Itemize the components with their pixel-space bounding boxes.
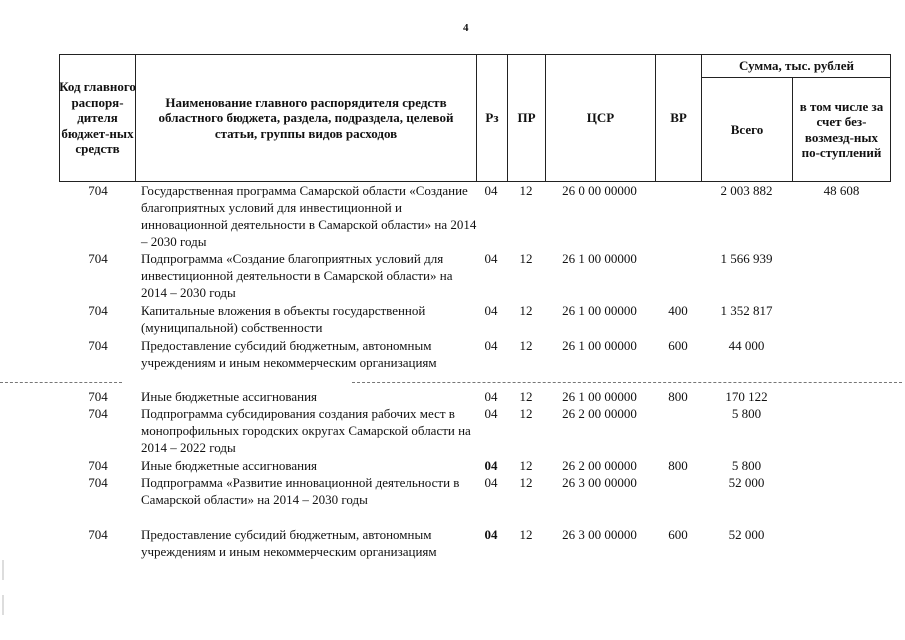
row-name: Подпрограмма «Развитие инновационной деятельности в Самарской области» на 2014 – 2030 годы <box>141 475 460 507</box>
row-total: 5 800 <box>731 458 762 473</box>
row-code: 704 <box>88 406 108 421</box>
header-vr: ВР <box>670 110 687 126</box>
row-free: 48 608 <box>823 183 860 198</box>
row-name: Подпрограмма субсидирования создания рабочих мест в монопрофильных городских округах Самарской области на 2014 – 2022 годы <box>141 406 471 455</box>
header-sum: Сумма, тыс. рублей <box>739 58 854 74</box>
row-vr: 800 <box>668 389 688 404</box>
row-rz: 04 <box>484 338 498 353</box>
row-rz: 04 <box>484 527 498 542</box>
row-code: 704 <box>88 458 108 473</box>
row-csr: 26 1 00 00000 <box>562 338 637 353</box>
row-pr: 12 <box>519 475 533 490</box>
row-code: 704 <box>88 389 108 404</box>
row-total: 52 000 <box>728 475 765 490</box>
header-rz: Рз <box>485 110 499 126</box>
row-csr: 26 2 00 00000 <box>562 406 637 421</box>
row-code: 704 <box>88 183 108 198</box>
row-total: 52 000 <box>728 527 765 542</box>
row-csr: 26 2 00 00000 <box>562 458 637 473</box>
row-name: Подпрограмма «Создание благоприятных условий для инвестиционной деятельности в Самарской области» на 2014 – 2030 годы <box>141 251 453 300</box>
row-rz: 04 <box>484 183 498 198</box>
row-pr: 12 <box>519 338 533 353</box>
row-csr: 26 3 00 00000 <box>562 475 637 490</box>
row-name: Иные бюджетные ассигнования <box>141 458 318 473</box>
row-total: 5 800 <box>731 406 762 421</box>
row-name: Государственная программа Самарской области «Создание благоприятных условий для инвестиционной и инновационной деятельности в Самарской области» на 2014 – 2030 годы <box>141 183 477 249</box>
header-name: Наименование главного распорядителя средств областного бюджета, раздела, подраздела, целевой статьи, группы видов расходов <box>158 94 454 141</box>
scan-edge-mark <box>2 595 4 615</box>
header-csr: ЦСР <box>586 110 615 126</box>
row-pr: 12 <box>519 458 533 473</box>
header-total: Всего <box>730 121 764 137</box>
row-pr: 12 <box>519 527 533 542</box>
row-code: 704 <box>88 338 108 353</box>
row-vr: 400 <box>668 303 688 318</box>
header-code: Код главного распоря-дителя бюджет-ных средств <box>59 79 136 157</box>
row-vr: 600 <box>668 527 688 542</box>
row-pr: 12 <box>519 406 533 421</box>
scan-artifact-line <box>0 382 122 383</box>
row-pr: 12 <box>519 389 533 404</box>
row-total: 170 122 <box>725 389 768 404</box>
row-name: Капитальные вложения в объекты государственной (муниципальной) собственности <box>141 303 426 335</box>
row-code: 704 <box>88 251 108 266</box>
row-vr: 600 <box>668 338 688 353</box>
row-vr: 800 <box>668 458 688 473</box>
row-pr: 12 <box>519 183 533 198</box>
header-free: в том числе за счет без-возмезд-ных по-ступлений <box>799 98 884 160</box>
header-pr: ПР <box>517 110 536 126</box>
row-rz: 04 <box>484 475 498 490</box>
row-name: Иные бюджетные ассигнования <box>141 389 318 404</box>
row-total: 1 566 939 <box>720 251 773 266</box>
row-csr: 26 0 00 00000 <box>562 183 637 198</box>
row-code: 704 <box>88 475 108 490</box>
row-csr: 26 1 00 00000 <box>562 251 637 266</box>
row-name: Предоставление субсидий бюджетным, автономным учреждениям и иным некоммерческим организациям <box>141 338 437 370</box>
row-total: 1 352 817 <box>720 303 773 318</box>
row-rz: 04 <box>484 458 498 473</box>
row-csr: 26 3 00 00000 <box>562 527 637 542</box>
row-code: 704 <box>88 527 108 542</box>
row-csr: 26 1 00 00000 <box>562 389 637 404</box>
row-total: 44 000 <box>728 338 765 353</box>
row-rz: 04 <box>484 251 498 266</box>
row-pr: 12 <box>519 251 533 266</box>
scan-edge-mark <box>2 560 4 580</box>
row-rz: 04 <box>484 389 498 404</box>
row-pr: 12 <box>519 303 533 318</box>
row-name: Предоставление субсидий бюджетным, автономным учреждениям и иным некоммерческим организациям <box>141 527 437 559</box>
page-number: 4 <box>463 22 469 34</box>
row-rz: 04 <box>484 406 498 421</box>
row-rz: 04 <box>484 303 498 318</box>
row-csr: 26 1 00 00000 <box>562 303 637 318</box>
row-code: 704 <box>88 303 108 318</box>
scan-artifact-line <box>352 382 902 383</box>
row-total: 2 003 882 <box>720 183 773 198</box>
